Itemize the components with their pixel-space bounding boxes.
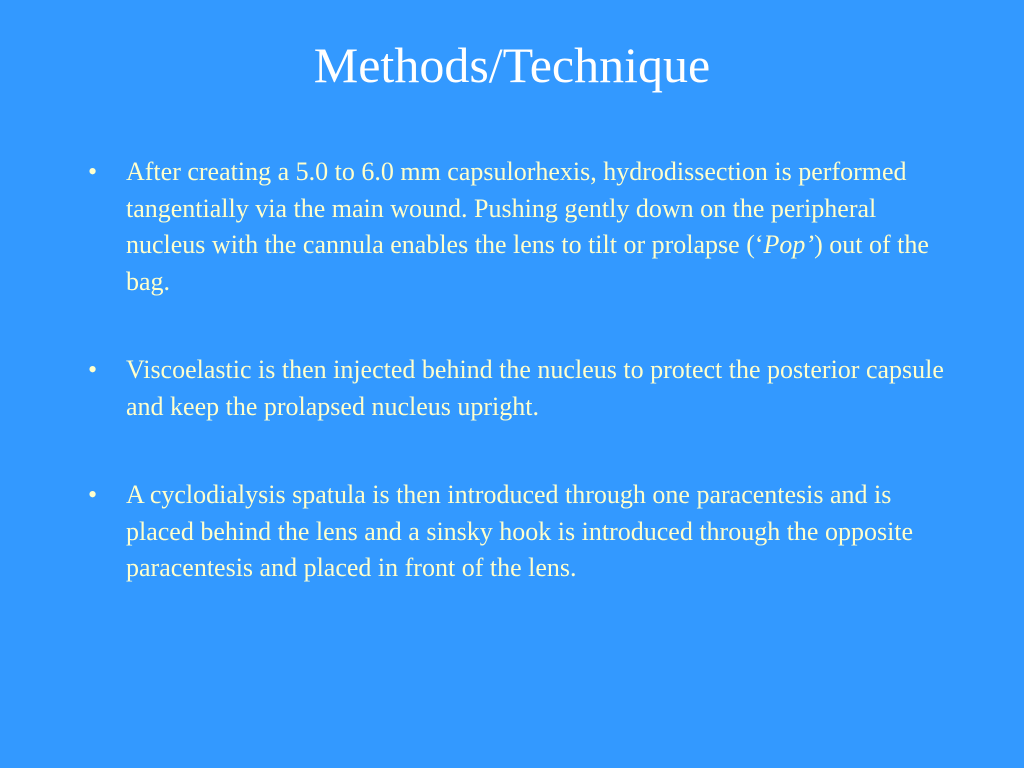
bullet-list [88, 154, 948, 587]
bullet-text: A cyclodialysis spatula is then introduced through one paracentesis and is placed behind the lens and a sinsky hook is introduced through the opposite paracentesis and placed in front of the lens. [126, 480, 914, 582]
slide-title: Methods/Technique [313, 37, 711, 93]
bullet-marker: • [88, 480, 98, 509]
bullet-emphasis-pop: Pop’ [763, 230, 815, 259]
bullet-text-end: ) out of the bag. [126, 230, 929, 296]
bullet-text: After creating a 5.0 to 6.0 mm capsulorhexis, hydrodissection is performed tangentially via the main wound. Pushing gently down on the peripheral nucleus with the cannula enables the lens to tilt or prolapse (‘ [126, 157, 907, 259]
bullet-item-hydrodissection [88, 154, 948, 300]
bullet-item-spatula [88, 477, 948, 587]
bullet-marker: • [88, 355, 98, 384]
bullet-text: Viscoelastic is then injected behind the nucleus to protect the posterior capsule and keep the prolapsed nucleus upright. [126, 355, 944, 421]
bullet-item-viscoelastic [88, 352, 948, 425]
bullet-marker: • [88, 157, 98, 186]
